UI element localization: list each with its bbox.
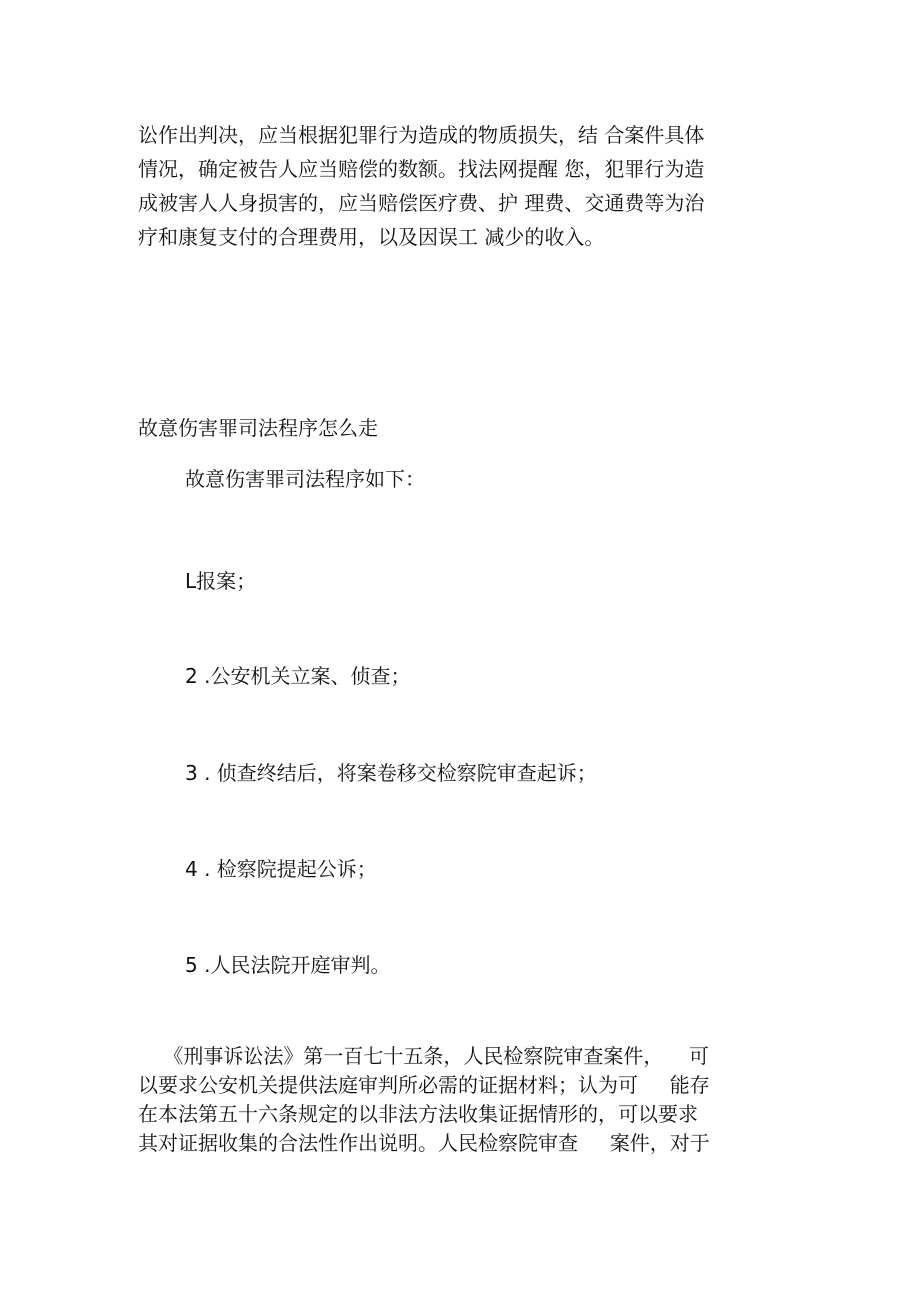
- paragraph-line: 其对证据收集的合法性作出说明。人民检察院审查 案件，对于: [138, 1131, 710, 1155]
- procedure-step-5: 5 .人民法院开庭审判。: [185, 953, 391, 977]
- procedure-step-1: L报案；: [185, 569, 257, 593]
- procedure-step-3: 3 . 侦查终结后，将案卷移交检察院审查起诉；: [185, 761, 597, 785]
- paragraph-line: 疗和康复支付的合理费用，以及因误工 减少的收入。: [138, 225, 605, 249]
- paragraph-compensation: [138, 118, 788, 254]
- procedure-step-4: 4 . 检察院提起公诉；: [185, 857, 377, 881]
- paragraph-line: 情况，确定被告人应当赔偿的数额。找法网提醒 您，犯罪行为造: [138, 157, 705, 181]
- paragraph-line: 《刑事诉讼法》第一百七十五条，人民检察院审查案件， 可: [138, 1044, 709, 1068]
- law-citation-paragraph: [138, 1042, 788, 1158]
- paragraph-line: 成被害人人身损害的，应当赔偿医疗费、护 理费、交通费等为治: [138, 191, 705, 215]
- paragraph-line: 以要求公安机关提供法庭审判所必需的证据材料；认为可 能存: [138, 1073, 710, 1097]
- paragraph-line: 讼作出判决，应当根据犯罪行为造成的物质损失，结 合案件具体: [138, 123, 705, 147]
- procedure-step-2: 2 .公安机关立案、侦查；: [185, 664, 411, 688]
- section-heading: 故意伤害罪司法程序怎么走: [138, 416, 378, 440]
- paragraph-line: 在本法第五十六条规定的以非法方法收集证据情形的，可以要求: [138, 1102, 698, 1126]
- section-intro: 故意伤害罪司法程序如下：: [185, 467, 425, 491]
